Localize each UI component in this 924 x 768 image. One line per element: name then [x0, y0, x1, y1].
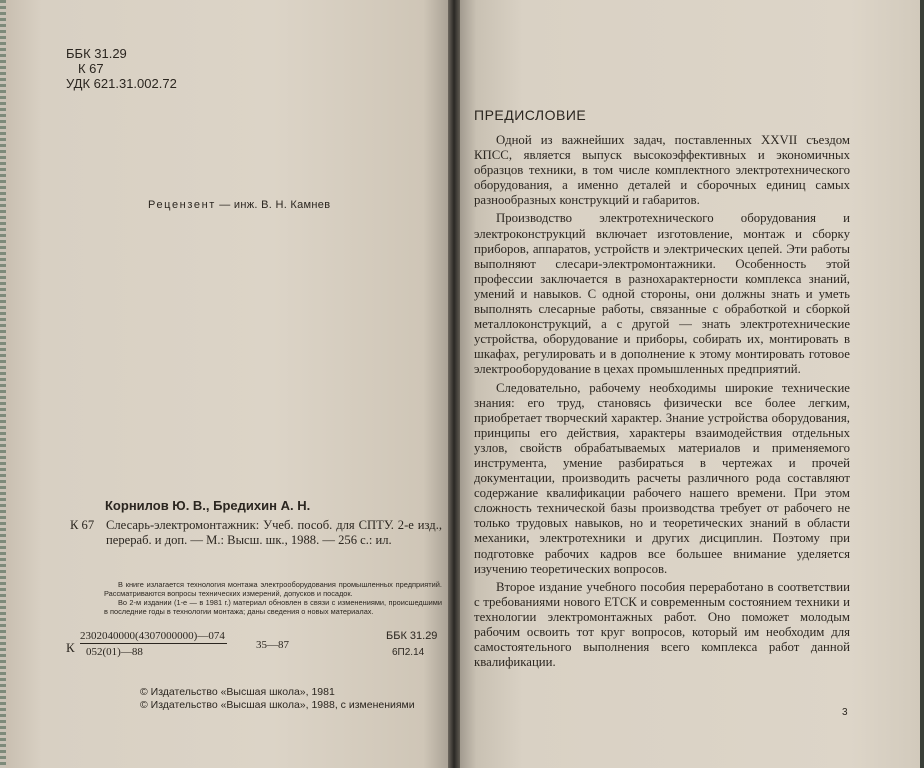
reviewer-name: — инж. В. Н. Камнев — [219, 199, 331, 211]
preface-title: ПРЕДИСЛОВИЕ — [474, 107, 587, 123]
preface-paragraph: Производство электротехнического оборудования и электроконструкций включает изготовление, монтаж и сборку приборов, аппаратов, устройств и электрических цепей. Эти работы выполняют слесари-электромонтажники. Особенность этой профессии заключается в разнохарактерности комплекса знаний, умений и навыков. С одной стороны, они должны знать и уметь выполнять слесарные работы, связанные с обработкой и сборкой металлоконструкций, а с другой — знать электротехнические устройства, оборудование и приборы, собирать их, монтировать в шкафах, регулировать и в дополнение к этому монтировать готовое электрооборудование в цехах промышленных предприятий. — [474, 211, 850, 377]
copyright-line: © Издательство «Высшая школа», 1981 — [140, 686, 335, 698]
copyright-line: © Издательство «Высшая школа», 1988, с изменениями — [140, 699, 415, 711]
classification-block — [66, 46, 177, 91]
catalog-bbk: ББК 31.29 — [386, 630, 438, 642]
catalog-denominator: 052(01)—88 — [86, 646, 143, 658]
reviewer-line — [148, 199, 330, 211]
bibliographic-text: Слесарь-электромонтажник: Учеб. пособ. для СПТУ. 2-е изд., перераб. и доп. — М.: Высш. шк., 1988. — 256 с.: ил. — [106, 518, 442, 547]
preface-paragraph: Следовательно, рабочему необходимы широкие технические знания: его труд, становясь физически все более легким, приобретает творческий характер. Знание устройства оборудования, принципы его действия, характеры взаимодействия отдельных узлов, свойств обрабатываемых материалов и применяемого инструмента, умение разбираться в чертежах и прочей документации, производить расчеты различного рода составляют содержание квалификации рабочего нашего времени. При этом сложность технической базы производства требует от рабочего не только трудовых навыков, но и теоретических знаний в области механики, электротехники и других дисциплин. Поэтому при подготовке рабочих кадров все большее внимание уделяется изучению теоретических вопросов. — [474, 380, 850, 576]
bibliographic-entry — [70, 518, 442, 548]
reviewer-label: Рецензент — [148, 199, 216, 211]
udk-code: УДК 621.31.002.72 — [66, 76, 177, 91]
catalog-numerator: 2302040000(4307000000)—074 — [80, 630, 225, 642]
bibliographic-index: К 67 — [70, 518, 95, 532]
annotation-paragraph: В книге излагается технология монтажа электрооборудования промышленных предприятий. Рассматриваются вопросы технических измерений, допусков и посадок. — [104, 580, 442, 598]
k-code: К 67 — [78, 61, 104, 76]
authors: Корнилов Ю. В., Бредихин А. Н. — [105, 498, 311, 513]
catalog-code: 6П2.14 — [392, 647, 425, 658]
preface-body — [474, 133, 850, 673]
catalog-extra: 35—87 — [256, 639, 289, 651]
page-number: 3 — [842, 707, 848, 718]
preface-paragraph: Второе издание учебного пособия переработано в соответствии с требованиями нового ЕТСК и современным состоянием техники и технологии электромонтажных работ. Оно поможет молодым рабочим освоить тот круг вопросов, который им необходим для самостоятельного выполнения всего комплекса работ данной квалификации. — [474, 579, 850, 670]
annotation — [104, 580, 442, 616]
book-spine — [448, 0, 460, 768]
preface-paragraph: Одной из важнейших задач, поставленных XXVII съездом КПСС, является выпуск высокоэффективных и экономичных образцов техники, в том числе комплектного электротехнического оборудования, а именно деталей и сборочных единиц самых разнообразных конструкций и габаритов. — [474, 133, 850, 208]
catalog-letter: К — [66, 640, 75, 655]
annotation-paragraph: Во 2-м издании (1-е — в 1981 г.) материал обновлен в связи с изменениями, происшедшими в последние годы в технологии монтажа; даны сведения о новых материалах. — [104, 598, 442, 616]
bbk-code: ББК 31.29 — [66, 46, 127, 61]
